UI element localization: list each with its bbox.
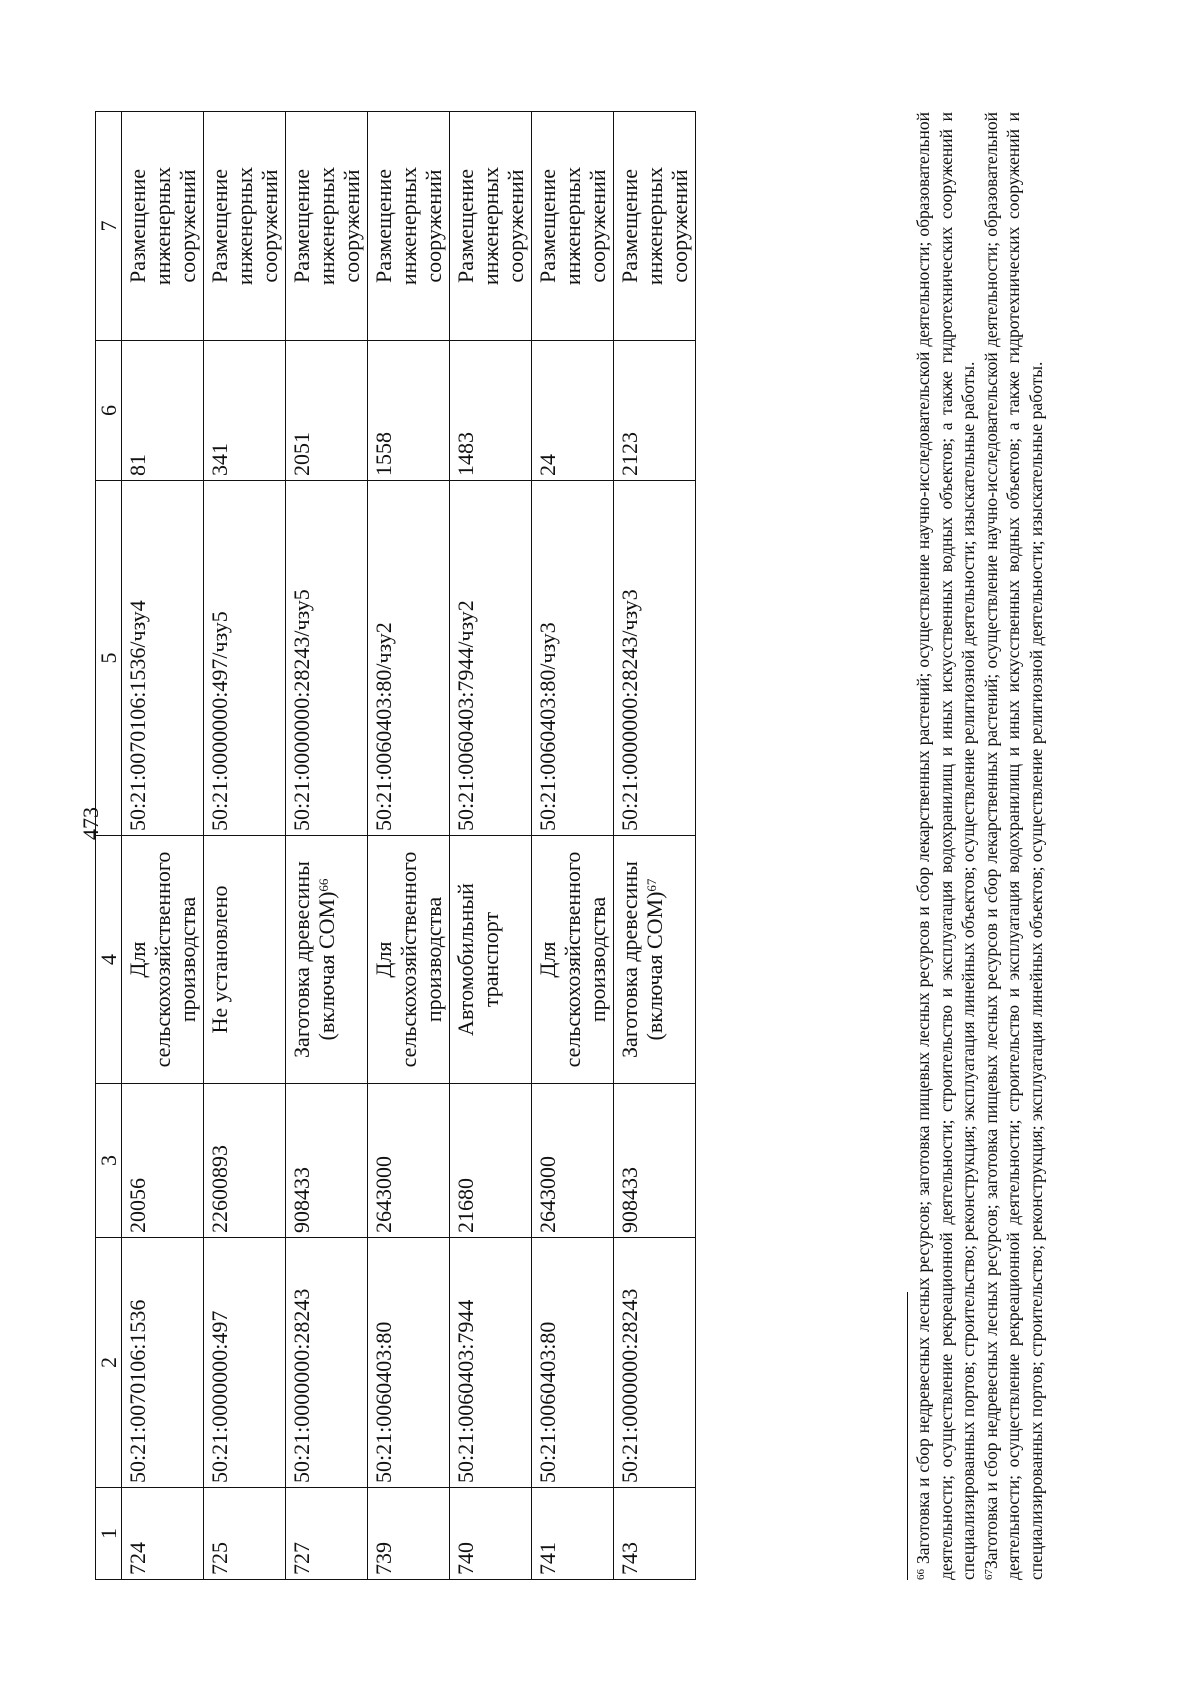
table-cell-c3 bbox=[368, 1084, 450, 1238]
column-header: 6 bbox=[96, 341, 122, 481]
cell-text: Размещение инженерных сооружений bbox=[535, 166, 610, 286]
table-cell-c7 bbox=[122, 112, 204, 341]
table-cell-c5 bbox=[204, 481, 286, 836]
table-cell-c4 bbox=[368, 836, 450, 1084]
column-header: 2 bbox=[96, 1238, 122, 1488]
table-cell-c6 bbox=[286, 341, 368, 481]
footnote-number: 66 bbox=[915, 1569, 927, 1580]
table-cell-c7 bbox=[532, 112, 614, 341]
cell-text: Размещение инженерных сооружений bbox=[617, 166, 692, 286]
table-row bbox=[122, 112, 204, 1580]
cell-text: Размещение инженерных сооружений bbox=[453, 166, 528, 286]
cell-text: 741 bbox=[535, 1542, 560, 1575]
table-row bbox=[368, 112, 450, 1580]
cell-text: 20056 bbox=[125, 1178, 150, 1233]
table-cell-c2 bbox=[368, 1238, 450, 1488]
cell-text: 724 bbox=[125, 1542, 150, 1575]
table-cell-c1 bbox=[368, 1488, 450, 1580]
table-cell-c7 bbox=[614, 112, 696, 341]
table-cell-c4 bbox=[286, 836, 368, 1084]
table-cell-c6 bbox=[204, 341, 286, 481]
table-cell-c2 bbox=[204, 1238, 286, 1488]
footnote-ref: 67 bbox=[644, 878, 659, 892]
table-cell-c6 bbox=[532, 341, 614, 481]
table-cell-c5 bbox=[532, 481, 614, 836]
table-cell-c1 bbox=[532, 1488, 614, 1580]
cell-text: 50:21:0000000:28243/чзу3 bbox=[617, 589, 642, 831]
column-header: 4 bbox=[96, 836, 122, 1084]
cell-text: 50:21:0060403:80 bbox=[371, 1321, 396, 1483]
table-cell-c6 bbox=[614, 341, 696, 481]
table-cell-c5 bbox=[368, 481, 450, 836]
column-header: 1 bbox=[96, 1488, 122, 1580]
footnote-text: Заготовка и сбор недревесных лесных ресурсов; заготовка пищевых лесных ресурсов и сбор лекарственных растений; осуществление научно-исследовательской деятельности; образовательной деятельности; осуществление рекреационной деятельности; строительство и эксплуатация водохранилищ и иных искусственных водных объектов; а также гидротехнических сооружений и специализированных портов; строительство; реконструкция; эксплуатация линейных объектов; осуществление религиозной деятельности; изыскательные работы. bbox=[913, 111, 978, 1580]
cell-text: 50:21:0070106:1536 bbox=[125, 1299, 150, 1483]
table-cell-c1 bbox=[614, 1488, 696, 1580]
table-row bbox=[204, 112, 286, 1580]
cell-text: 50:21:0000000:28243 bbox=[617, 1288, 642, 1483]
cell-text: Размещение инженерных сооружений bbox=[289, 166, 364, 286]
table-cell-c4 bbox=[204, 836, 286, 1084]
table-cell-c3 bbox=[122, 1084, 204, 1238]
cell-text: 50:21:0000000:28243/чзу5 bbox=[289, 589, 314, 831]
table-cell-c1 bbox=[450, 1488, 532, 1580]
cell-text: 727 bbox=[289, 1542, 314, 1575]
cell-text: 2643000 bbox=[535, 1156, 560, 1233]
cell-text: 50:21:0070106:1536/чзу4 bbox=[125, 600, 150, 831]
cell-text: 50:21:0000000:497/чзу5 bbox=[207, 611, 232, 831]
cell-text: Размещение инженерных сооружений bbox=[125, 166, 200, 286]
footnote bbox=[980, 112, 1048, 1580]
table-cell-c4 bbox=[450, 836, 532, 1084]
column-header: 7 bbox=[96, 112, 122, 341]
land-plots-table bbox=[95, 111, 696, 1580]
footnote-text: Заготовка и сбор недревесных лесных ресурсов; заготовка пищевых лесных ресурсов и сбор лекарственных растений; осуществление научно-исследовательской деятельности; образовательной деятельности; осуществление рекреационной деятельности; строительство и эксплуатация водохранилищ и иных искусственных водных объектов; а также гидротехнических сооружений и специализированных портов; строительство; реконструкция; эксплуатация линейных объектов; осуществление религиозной деятельности; изыскательные работы. bbox=[980, 112, 1046, 1580]
cell-text: 739 bbox=[371, 1542, 396, 1575]
table-cell-c3 bbox=[286, 1084, 368, 1238]
table-row bbox=[614, 112, 696, 1580]
table-row bbox=[532, 112, 614, 1580]
cell-text: Для сельскохозяйственного производства bbox=[535, 851, 610, 1068]
cell-text: 22600893 bbox=[207, 1145, 232, 1233]
column-header: 3 bbox=[96, 1084, 122, 1238]
footnote bbox=[912, 112, 980, 1580]
table-cell-c4 bbox=[614, 836, 696, 1084]
cell-text: 21680 bbox=[453, 1178, 478, 1233]
cell-text: Не установлено bbox=[207, 885, 232, 1034]
cell-text: 725 bbox=[207, 1542, 232, 1575]
table-cell-c3 bbox=[532, 1084, 614, 1238]
table-cell-c7 bbox=[204, 112, 286, 341]
table-cell-c4 bbox=[532, 836, 614, 1084]
footnote-separator bbox=[907, 1292, 908, 1580]
cell-text: 2123 bbox=[617, 432, 642, 476]
table-cell-c5 bbox=[286, 481, 368, 836]
table-cell-c6 bbox=[368, 341, 450, 481]
footnote-number: 67 bbox=[982, 1569, 995, 1580]
table-cell-c3 bbox=[450, 1084, 532, 1238]
cell-text: 81 bbox=[125, 454, 150, 476]
footnote-ref: 66 bbox=[316, 878, 331, 892]
table-cell-c2 bbox=[122, 1238, 204, 1488]
table-cell-c1 bbox=[286, 1488, 368, 1580]
cell-text: 341 bbox=[207, 443, 232, 476]
table-cell-c2 bbox=[286, 1238, 368, 1488]
cell-text: 50:21:0060403:7944/чзу2 bbox=[453, 600, 478, 831]
cell-text: 50:21:0000000:497 bbox=[207, 1310, 232, 1483]
table-cell-c1 bbox=[204, 1488, 286, 1580]
cell-text: 50:21:0000000:28243 bbox=[289, 1288, 314, 1483]
cell-text: Для сельскохозяйственного производства bbox=[371, 851, 446, 1068]
cell-text: Автомобильный транспорт bbox=[453, 883, 503, 1036]
cell-text: 24 bbox=[535, 454, 560, 476]
table-cell-c2 bbox=[450, 1238, 532, 1488]
table-cell-c3 bbox=[614, 1084, 696, 1238]
table-row bbox=[286, 112, 368, 1580]
column-header: 5 bbox=[96, 481, 122, 836]
table-cell-c2 bbox=[532, 1238, 614, 1488]
cell-text: 908433 bbox=[617, 1167, 642, 1233]
table-cell-c7 bbox=[368, 112, 450, 341]
table-header-row bbox=[96, 112, 122, 1580]
table-cell-c7 bbox=[450, 112, 532, 341]
table-cell-c4 bbox=[122, 836, 204, 1084]
cell-text: 2051 bbox=[289, 432, 314, 476]
cell-text: 908433 bbox=[289, 1167, 314, 1233]
cell-text: Размещение инженерных сооружений bbox=[207, 166, 282, 286]
cell-text: Заготовка древесины (включая СОМ) bbox=[617, 861, 667, 1058]
table-cell-c6 bbox=[450, 341, 532, 481]
table-cell-c2 bbox=[614, 1238, 696, 1488]
table-cell-c5 bbox=[122, 481, 204, 836]
page-number: 473 bbox=[78, 807, 103, 840]
table-cell-c1 bbox=[122, 1488, 204, 1580]
cell-text: 50:21:0060403:80 bbox=[535, 1321, 560, 1483]
cell-text: 1483 bbox=[453, 432, 478, 476]
table-cell-c5 bbox=[614, 481, 696, 836]
cell-text: 2643000 bbox=[371, 1156, 396, 1233]
cell-text: 50:21:0060403:80/чзу2 bbox=[371, 622, 396, 831]
cell-text: 1558 bbox=[371, 432, 396, 476]
cell-text: 743 bbox=[617, 1542, 642, 1575]
cell-text: 740 bbox=[453, 1542, 478, 1575]
footnotes bbox=[912, 112, 1047, 1580]
table-cell-c7 bbox=[286, 112, 368, 341]
cell-text: Для сельскохозяйственного производства bbox=[125, 851, 200, 1068]
table-row bbox=[450, 112, 532, 1580]
cell-text: 50:21:0060403:7944 bbox=[453, 1299, 478, 1483]
cell-text: Размещение инженерных сооружений bbox=[371, 166, 446, 286]
cell-text: Заготовка древесины (включая СОМ) bbox=[289, 861, 339, 1058]
table-cell-c5 bbox=[450, 481, 532, 836]
cell-text: 50:21:0060403:80/чзу3 bbox=[535, 622, 560, 831]
table-cell-c6 bbox=[122, 341, 204, 481]
table-cell-c3 bbox=[204, 1084, 286, 1238]
